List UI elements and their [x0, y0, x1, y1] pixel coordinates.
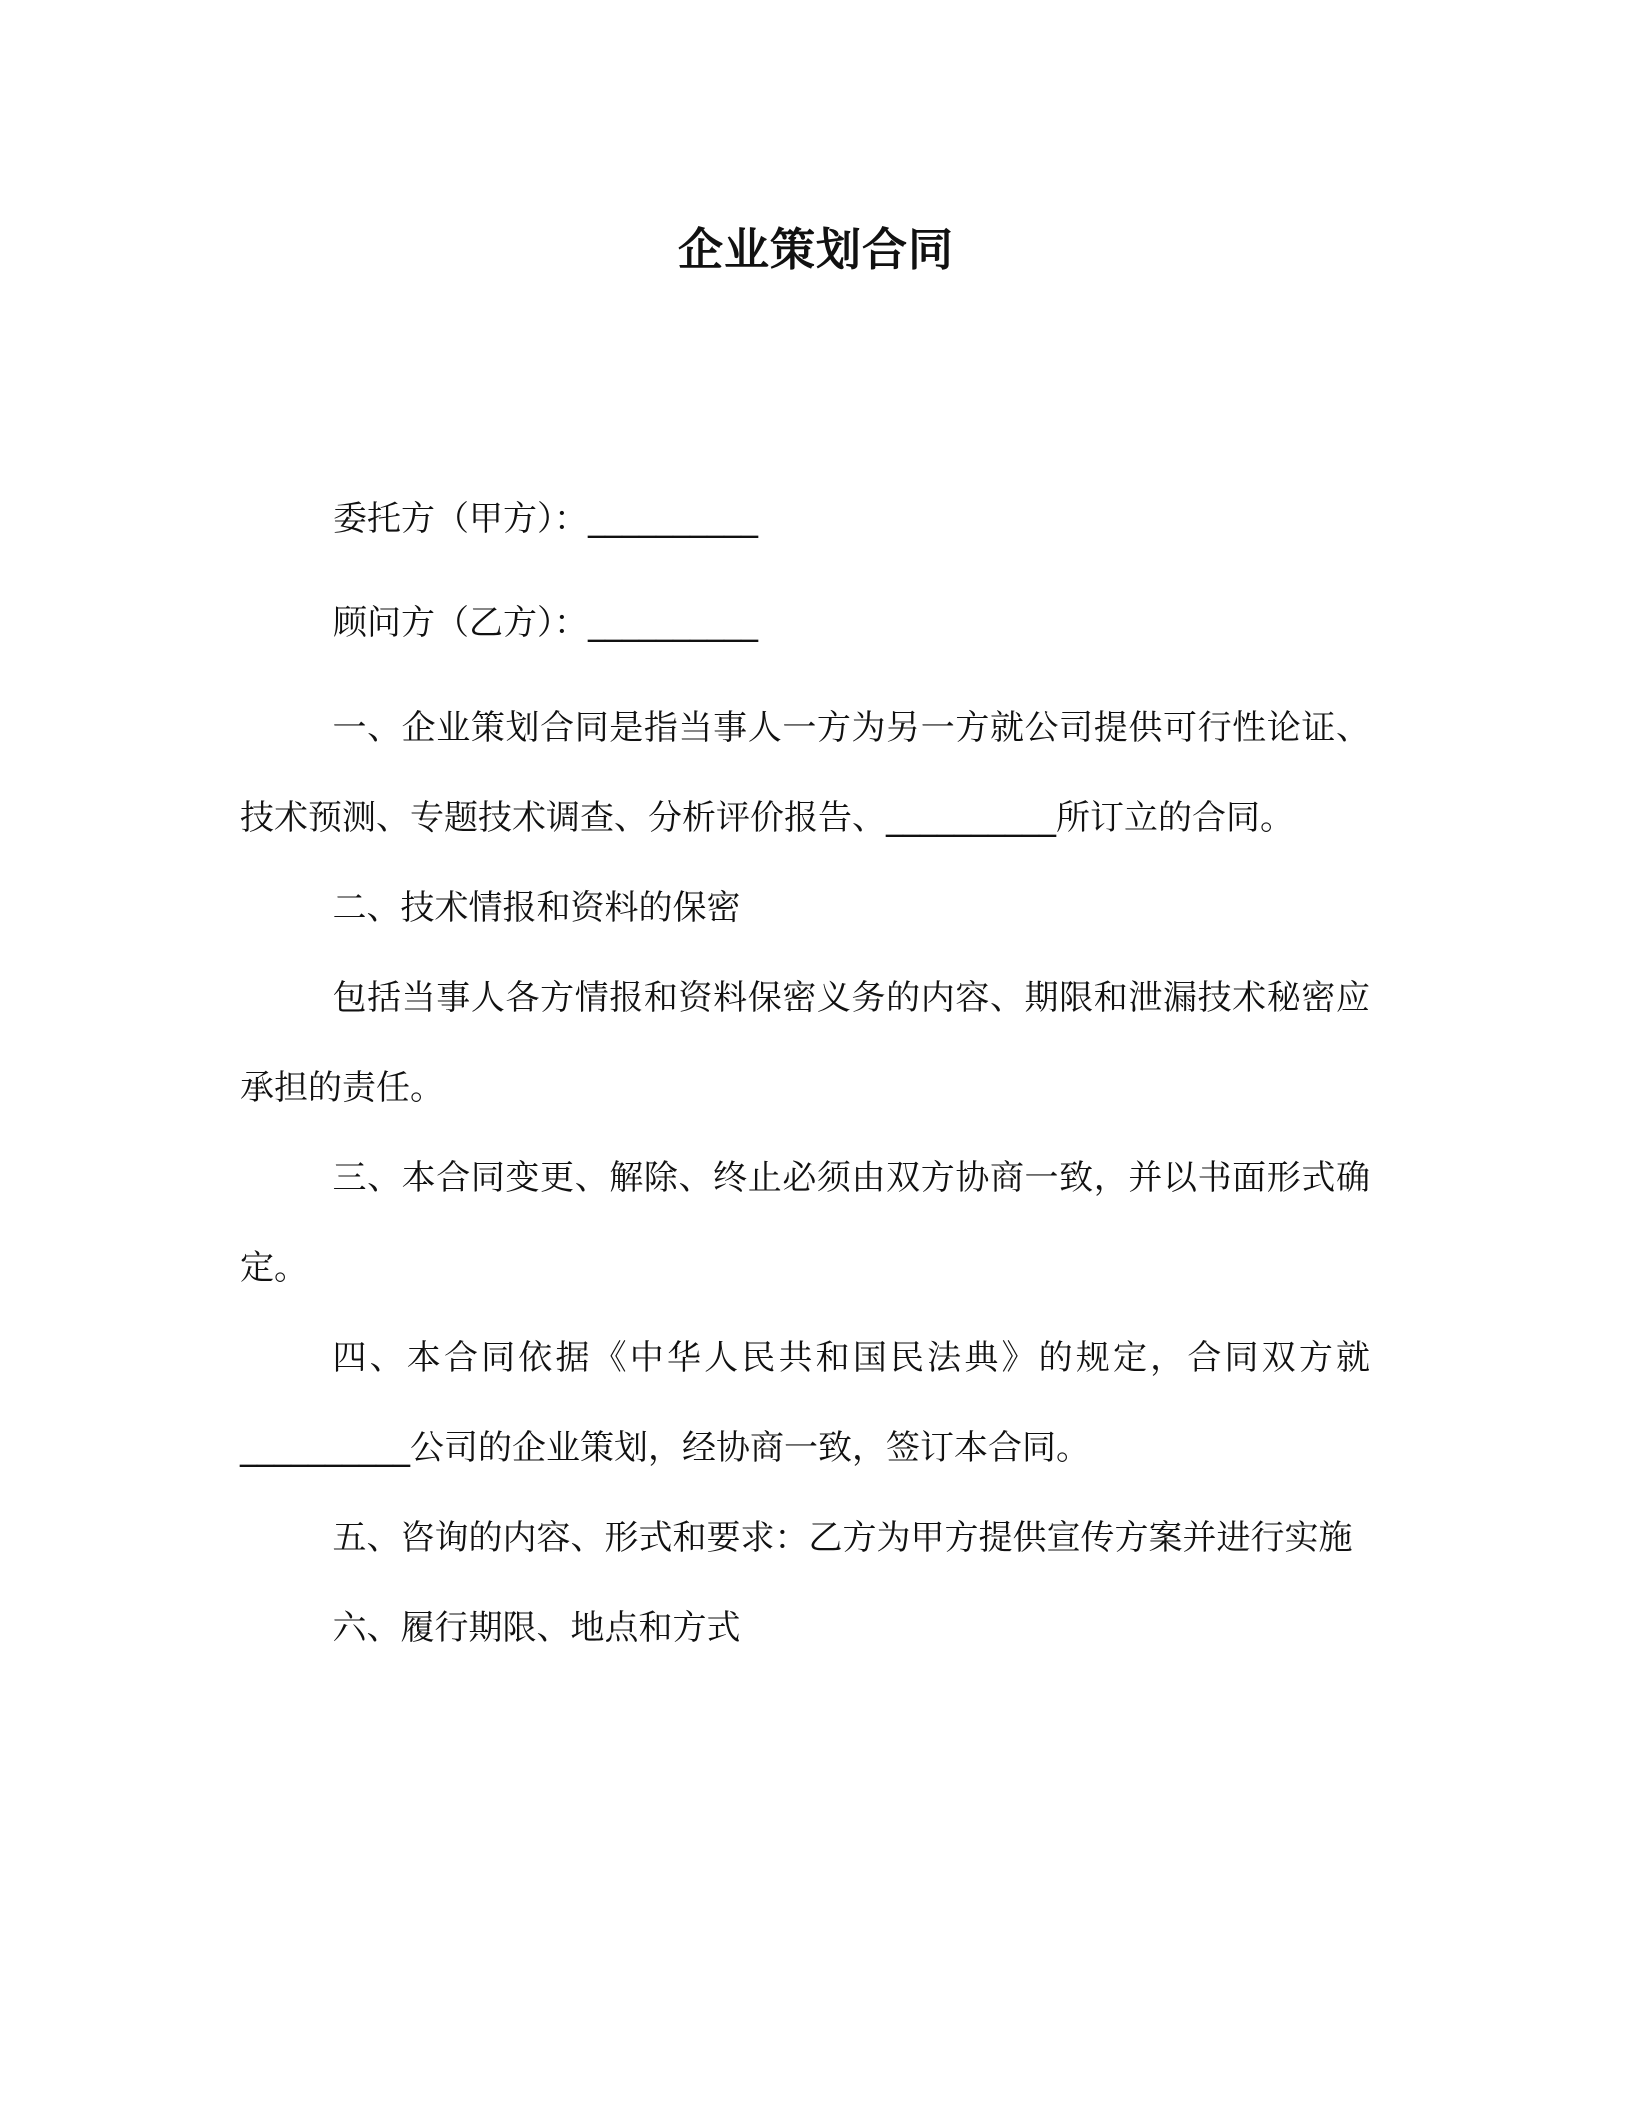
clause-3: 三、本合同变更、解除、终止必须由双方协商一致，并以书面形式确定。: [240, 1158, 1370, 1288]
clause-4: 四、本合同依据《中华人民共和国民法典》的规定，合同双方就__________公司的企业策划，经协商一致，签订本合同。: [240, 1338, 1370, 1468]
clause-2-heading: 二、技术情报和资料的保密: [332, 888, 741, 928]
document-title: 企业策划合同: [677, 223, 954, 276]
clause-1: 一、企业策划合同是指当事人一方为另一方就公司提供可行性论证、技术预测、专题技术调查、分析评价报告、__________所订立的合同。: [240, 708, 1370, 838]
party-b-line: 顾问方（乙方）：__________: [333, 603, 758, 643]
clause-5: 五、咨询的内容、形式和要求：乙方为甲方提供宣传方案并进行实施: [332, 1518, 1353, 1558]
clause-6-heading: 六、履行期限、地点和方式: [332, 1608, 741, 1648]
clause-2-body: 包括当事人各方情报和资料保密义务的内容、期限和泄漏技术秘密应承担的责任。: [240, 978, 1370, 1108]
contract-body: [240, 683, 1370, 1673]
party-a-line: 委托方（甲方）：__________: [333, 499, 758, 539]
